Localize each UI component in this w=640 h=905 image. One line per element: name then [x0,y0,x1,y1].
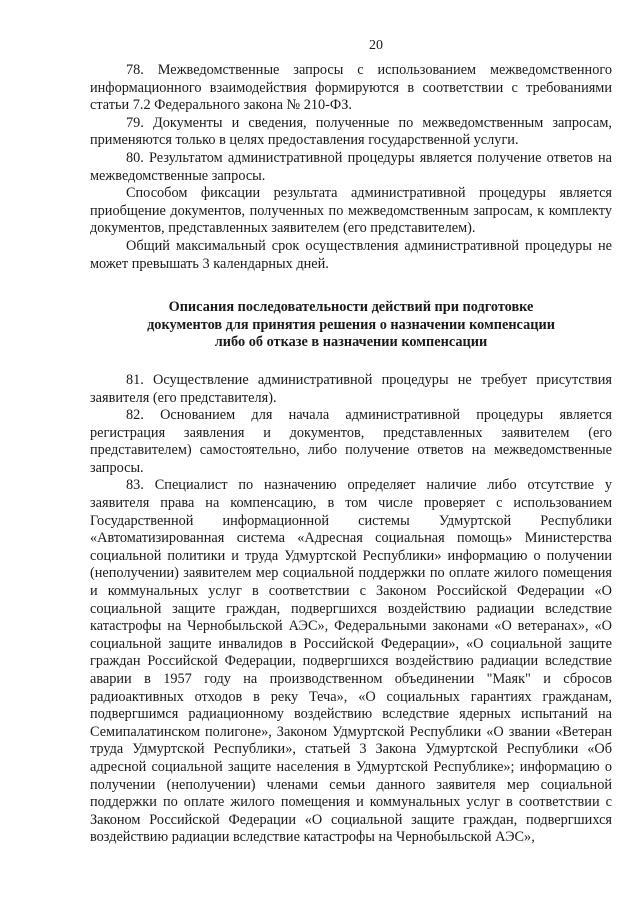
paragraph-fixation-method: Способом фиксации результата административной процедуры является приобщение документов, полученных по межведомственным запросам, к комплекту документов, представленных заявителем (его представителем). [90,185,612,237]
paragraph-82: 82. Основанием для начала административной процедуры является регистрация заявления и документов, представленных заявителем (его представителем) самостоятельно, либо получение ответов на межведомственные запросы. [90,407,612,476]
section-heading-line-1: Описания последовательности действий при подготовке [168,299,534,316]
section-heading-line-2: документов для принятия решения о назначении компенсации [147,316,555,333]
paragraph-max-duration: Общий максимальный срок осуществления административной процедуры не может превышать 3 календарных дней. [90,237,612,272]
paragraph-80: 80. Результатом административной процедуры является получение ответов на межведомственные запросы. [90,149,612,184]
paragraph-79: 79. Документы и сведения, полученные по межведомственным запросам, применяются только в целях предоставления государственной услуги. [90,114,612,149]
paragraph-81: 81. Осуществление административной процедуры не требует присутствия заявителя (его представителя). [90,371,612,406]
section-spacer [90,273,612,299]
paragraph-83: 83. Специалист по назначению определяет наличие либо отсутствие у заявителя права на компенсацию, в том числе проверяет с использованием Государственной информационной системы Удмуртской Республики «Автоматизированная система «Адресная социальная помощь» Министерства социальной политики и труда Удмуртской Республики» информацию о получении (неполучении) заявителем мер социальной поддержки по оплате жилого помещения и коммунальных услуг в соответствии с Законом Российской Федерации «О социальной защите граждан, подвергшихся воздействию радиации вследствие катастрофы на Чернобыльской АЭС», Федеральными законами «О ветеранах», «О социальной защите инвалидов в Российской Федерации», «О социальной защите граждан Российской Федерации, подвергшихся воздействию радиации вследствие аварии в 1957 году на производственном объединении "Маяк" и сбросов радиоактивных отходов в реку Теча», «О социальных гарантиях гражданам, подвергшимся радиационному воздействию вследствие ядерных испытаний на Семипалатинском полигоне», Законом Удмуртской Республики «О звании «Ветеран труда Удмуртской Республики», статьей 3 Закона Удмуртской Республики «Об адресной социальной защите населения в Удмуртской Республике»; информацию о получении (неполучении) членами семьи данного заявителя мер социальной поддержки по оплате жилого помещения и коммунальных услуг в соответствии с Законом Российской Федерации «О социальной защите граждан, подвергшихся воздействию радиации вследствие катастрофы на Чернобыльской АЭС», [90,477,612,846]
section-heading-line-3: либо об отказе в назначении компенсации [214,334,488,351]
section-spacer [90,352,612,372]
page-number: 20 [369,38,383,53]
paragraph-78: 78. Межведомственные запросы с использованием межведомственного информационного взаимодействия формируются в соответствии с требованиями статьи 7.2 Федерального закона № 210-ФЗ. [90,62,612,114]
section-heading [90,299,612,352]
